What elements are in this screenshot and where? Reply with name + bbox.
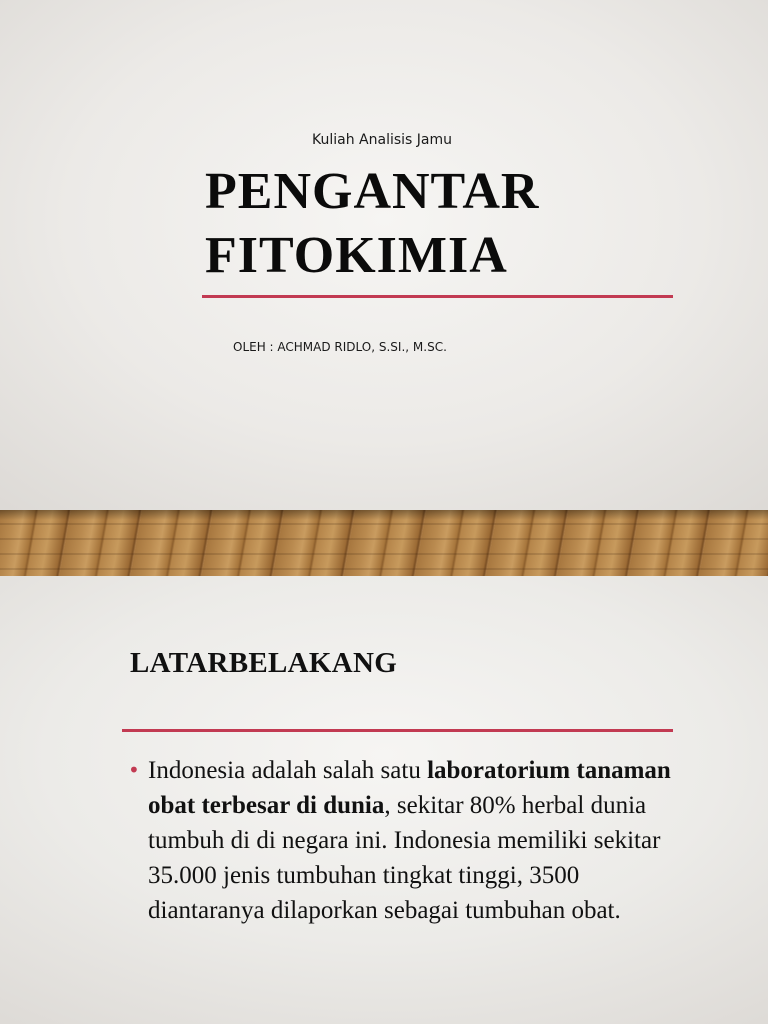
section-heading: LATARBELAKANG bbox=[130, 647, 398, 679]
course-name: Kuliah Analisis Jamu bbox=[312, 132, 452, 148]
bullet-list bbox=[128, 753, 688, 928]
title-divider bbox=[202, 295, 673, 298]
author-credit: OLEH : ACHMAD RIDLO, S.SI., M.SC. bbox=[233, 340, 447, 354]
presentation-title bbox=[205, 160, 539, 288]
slide-background-section bbox=[0, 576, 768, 1024]
bullet-text-lead: Indonesia adalah salah satu bbox=[148, 757, 428, 784]
list-item bbox=[128, 753, 688, 928]
title-line-1: PENGANTAR bbox=[205, 163, 540, 220]
bullet-marker: • bbox=[128, 758, 140, 782]
heading-divider bbox=[122, 729, 673, 732]
bullet-text-rest: , sekitar 80% herbal dunia tumbuh di di negara ini. Indonesia memiliki sekitar 35.000 jenis tumbuhan tingkat tinggi, 3500 diantaranya dilaporkan sebagai tumbuhan obat. bbox=[148, 792, 661, 924]
title-line-2: FITOKIMIA bbox=[205, 227, 508, 284]
bullet-text-bold: laboratorium tanaman obat terbesar di dunia bbox=[148, 757, 671, 819]
wood-floor-planks bbox=[0, 510, 768, 576]
